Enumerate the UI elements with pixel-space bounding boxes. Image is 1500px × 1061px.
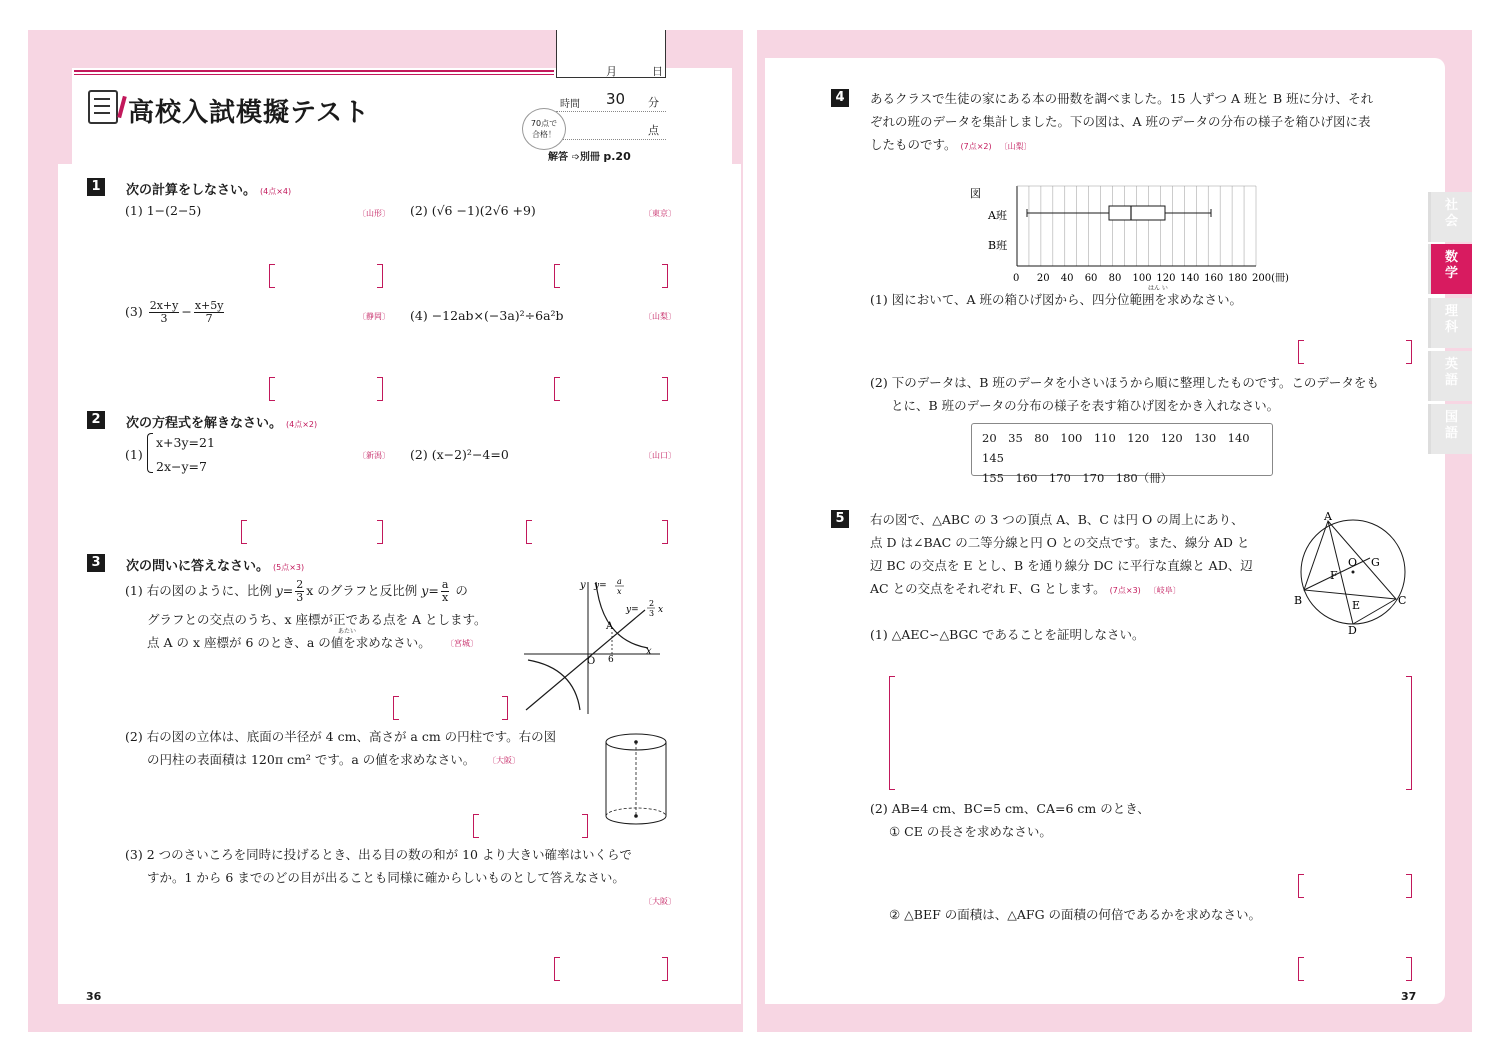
question-number-4: 4 (831, 89, 849, 107)
axis-tick-label: 40 (1060, 273, 1074, 284)
page-title: 高校入試模擬テスト (128, 98, 370, 128)
q3-item-1-line2: グラフとの交点のうち、x 座標が正である点を A とします。 (147, 612, 487, 627)
source-tag: 〔山梨〕 (644, 312, 676, 321)
q4-line2: ぞれの班のデータを集計しました。下の図は、A 班のデータの分布の様子を箱ひげ図に表 (870, 114, 1371, 129)
q1-item-4: (4) −12ab×(−3a)²÷6a²b (410, 308, 564, 323)
proof-bracket-left[interactable] (889, 676, 895, 790)
axis-tick-label: 140 (1180, 273, 1200, 284)
point-g: G (1371, 556, 1380, 569)
source-tag: 〔新潟〕 (358, 451, 390, 460)
q5-sub-2: ② △BEF の面積は、△AFG の面積の何倍であるかを求めなさい。 (889, 907, 1262, 922)
source-tag: 〔宮城〕 (446, 639, 478, 648)
q5-line2: 点 D は∠BAC の二等分線と円 O との交点です。また、線分 AD と (870, 535, 1250, 550)
q2-eq2: 2x−y=7 (156, 459, 207, 474)
q3-item-2-line2: の円柱の表面積は 120π cm² です。a の値を求めなさい。 (147, 752, 476, 767)
linear-line (526, 610, 645, 710)
question-number-2: 2 (87, 411, 105, 429)
source-tag: 〔静岡〕 (358, 312, 390, 321)
q5-item-1: (1) △AEC∽△BGC であることを証明しなさい。 (870, 627, 1145, 642)
q4-line1: あるクラスで生徒の家にある本の冊数を調べました。15 人ずつ A 班と B 班に分け、それ (870, 91, 1374, 106)
time-row (556, 92, 666, 112)
q4-item-2-line1: (2) 下のデータは、B 班のデータを小さいほうから順に整理したものです。このデータをも (870, 375, 1379, 390)
vertex-c: C (1398, 594, 1407, 607)
q5-item-2: (2) AB=4 cm、BC=5 cm、CA=6 cm のとき、 (870, 801, 1150, 816)
box-a (1109, 206, 1165, 220)
answer-reference: 解答 ➩別冊 p.20 (548, 150, 631, 163)
answer-bracket-right[interactable] (662, 520, 668, 544)
axis-tick-label: 180 (1228, 273, 1248, 284)
answer-bracket-left[interactable] (554, 377, 560, 401)
axis-tick-label: 80 (1108, 273, 1122, 284)
answer-bracket-right[interactable] (662, 264, 668, 288)
vertex-b: B (1294, 594, 1303, 607)
answer-bracket-right[interactable] (662, 957, 668, 981)
axis-tick-label: 160 (1204, 273, 1224, 284)
tab-math[interactable]: 数 学 (1428, 244, 1472, 294)
proportion-graph (520, 572, 680, 714)
ruby-text: はん い (1148, 285, 1168, 292)
answer-bracket-left[interactable] (554, 264, 560, 288)
answer-bracket-left[interactable] (473, 814, 479, 838)
answer-bracket-right[interactable] (1406, 957, 1412, 981)
linear-eq-den: 3 (649, 609, 655, 618)
question-number-5: 5 (831, 510, 849, 528)
inverse-eq-num: a (617, 577, 622, 586)
boxplot-figure (960, 178, 1290, 290)
answer-bracket-right[interactable] (1406, 874, 1412, 898)
data-box (971, 423, 1273, 485)
page-number-right: 37 (1401, 990, 1417, 1003)
time-unit: 分 (648, 96, 659, 109)
x6-label: 6 (608, 655, 614, 665)
answer-bracket-left[interactable] (269, 377, 275, 401)
answer-bracket-left[interactable] (269, 264, 275, 288)
point-f: F (1330, 569, 1338, 582)
axis-tick-label: 0 (1013, 273, 1020, 284)
tab-english[interactable]: 英 語 (1428, 351, 1472, 401)
vertex-a: A (1324, 510, 1332, 523)
month-label: 月 (606, 65, 617, 78)
origin-label: O (587, 656, 596, 667)
answer-bracket-left[interactable] (554, 957, 560, 981)
data-row-1: 20 35 80 100 110 120 120 130 140 145 (982, 431, 1262, 465)
answer-bracket-left[interactable] (241, 520, 247, 544)
answer-bracket-right[interactable] (502, 696, 508, 720)
x-axis-label: x (646, 646, 652, 657)
inverse-eq-label: y= (594, 581, 607, 591)
answer-bracket-left[interactable] (1298, 874, 1304, 898)
cylinder-figure (602, 730, 670, 830)
ruby-text: あたい (338, 628, 357, 635)
row-b-label: B班 (988, 239, 1008, 252)
question-heading-3: 次の問いに答えなさい。 (5点×3) (126, 559, 305, 574)
pass-badge: 70点で 合格！ (522, 108, 566, 150)
source-tag: 〔山形〕 (358, 209, 390, 218)
point-e: E (1352, 599, 1361, 612)
data-row-2: 155 160 170 170 180（冊） (982, 471, 1173, 485)
source-tag: 〔山口〕 (644, 451, 676, 460)
axis-tick-label: 120 (1156, 273, 1176, 284)
q4-item-2-line2: とに、B 班のデータの分布の様子を表す箱ひげ図をかき入れなさい。 (891, 398, 1280, 413)
answer-bracket-right[interactable] (582, 814, 588, 838)
time-label: 時間 (560, 99, 580, 110)
q3-item-2-line1: (2) 右の図の立体は、底面の半径が 4 cm、高さが a cm の円柱です。右の図 (125, 729, 557, 744)
q5-line4: AC との交点をそれぞれ F、G とします。 (7点×3) 〔岐阜〕 (870, 581, 1181, 596)
q1-item-2: (2) (√6 −1)(2√6 +9) (410, 203, 536, 218)
q3-item-1-line1: (1) 右の図のように、比例 y= $\frac{2}{3}$ x のグラフと反比例 y= $\frac{a}{x}$ の (125, 578, 468, 604)
q2-item-1-label: (1) (125, 447, 143, 462)
system-brace (147, 433, 153, 473)
figure-label: 図 (970, 187, 981, 200)
question-number-1: 1 (87, 178, 105, 196)
source-tag: 〔大阪〕 (488, 756, 520, 765)
circle-figure (1294, 508, 1416, 636)
answer-bracket-left[interactable] (393, 696, 399, 720)
score-unit: 点 (648, 124, 659, 137)
source-tag: 〔東京〕 (644, 209, 676, 218)
point-a-label: A (606, 621, 614, 632)
center-o: O (1348, 556, 1358, 569)
q1-item-3: (3) $\frac{2x+y}{3}$ − $\frac{x+5y}{7}$ (125, 299, 224, 325)
test-sheet-icon (88, 90, 118, 124)
axis-tick-label: 20 (1036, 273, 1050, 284)
inverse-curve-upper (596, 582, 648, 648)
axis-tick-label: 100 (1132, 273, 1152, 284)
tab-science[interactable]: 理 科 (1428, 298, 1472, 348)
question-heading-1: 次の計算をしなさい。 (4点×4) (126, 183, 292, 198)
question-heading-2: 次の方程式を解きなさい。 (4点×2) (126, 416, 318, 431)
answer-bracket-left[interactable] (1298, 957, 1304, 981)
q1-item-1: (1) 1−(2−5) (125, 203, 202, 218)
answer-bracket-right[interactable] (662, 377, 668, 401)
y-axis-label: y (580, 580, 586, 591)
q5-line1: 右の図で、△ABC の 3 つの頂点 A、B、C は円 O の周上にあり、 (870, 512, 1244, 527)
boxplot-grid (1017, 186, 1256, 266)
linear-eq-var: x (658, 605, 664, 615)
q4-item-1: (1) 図において、A 班の箱ひげ図から、四分位範囲を求めなさい。 (870, 292, 1242, 307)
linear-eq-label: y= (626, 605, 639, 615)
tab-social-studies[interactable]: 社 会 (1428, 192, 1472, 242)
answer-bracket-right[interactable] (377, 520, 383, 544)
row-a-label: A班 (988, 209, 1007, 222)
answer-bracket-right[interactable] (377, 377, 383, 401)
question-number-3: 3 (87, 554, 105, 572)
title-rule (74, 70, 554, 75)
q5-line3: 辺 BC の交点を E とし、B を通り線分 DC に平行な直線と AD、辺 (870, 558, 1253, 573)
q3-item-1-line3: 点 A の x 座標が 6 のとき、a の値を求めなさい。 (147, 635, 431, 650)
q2-eq1: x+3y=21 (156, 435, 215, 450)
axis-tick-label: 200(冊) (1252, 273, 1289, 284)
day-label: 日 (652, 65, 663, 78)
q2-item-2: (2) (x−2)²−4=0 (410, 447, 509, 462)
q3-item-3-line2: すか。1 から 6 までのどの目が出ることも同様に確からしいものとして答えなさい。 (147, 870, 625, 885)
answer-bracket-right[interactable] (377, 264, 383, 288)
answer-bracket-right[interactable] (1406, 340, 1412, 364)
proof-bracket-right[interactable] (1406, 676, 1412, 790)
tab-japanese[interactable]: 国 語 (1428, 404, 1472, 454)
linear-eq-num: 2 (649, 599, 655, 608)
point-d: D (1348, 624, 1357, 636)
score-field[interactable] (556, 122, 666, 140)
q4-line3: したものです。 (7点×2) 〔山梨〕 (870, 137, 1032, 152)
page-number-left: 36 (86, 990, 102, 1003)
q3-item-3-line1: (3) 2 つのさいころを同時に投げるとき、出る目の数の和が 10 より大きい確率はいくらで (125, 847, 632, 862)
source-tag: 〔大阪〕 (644, 897, 676, 906)
inverse-eq-den: x (617, 587, 622, 596)
answer-bracket-left[interactable] (526, 520, 532, 544)
time-value: 30 (606, 90, 626, 108)
q5-sub-1: ① CE の長さを求めなさい。 (889, 824, 1052, 839)
answer-bracket-left[interactable] (1298, 340, 1304, 364)
axis-tick-label: 60 (1084, 273, 1098, 284)
